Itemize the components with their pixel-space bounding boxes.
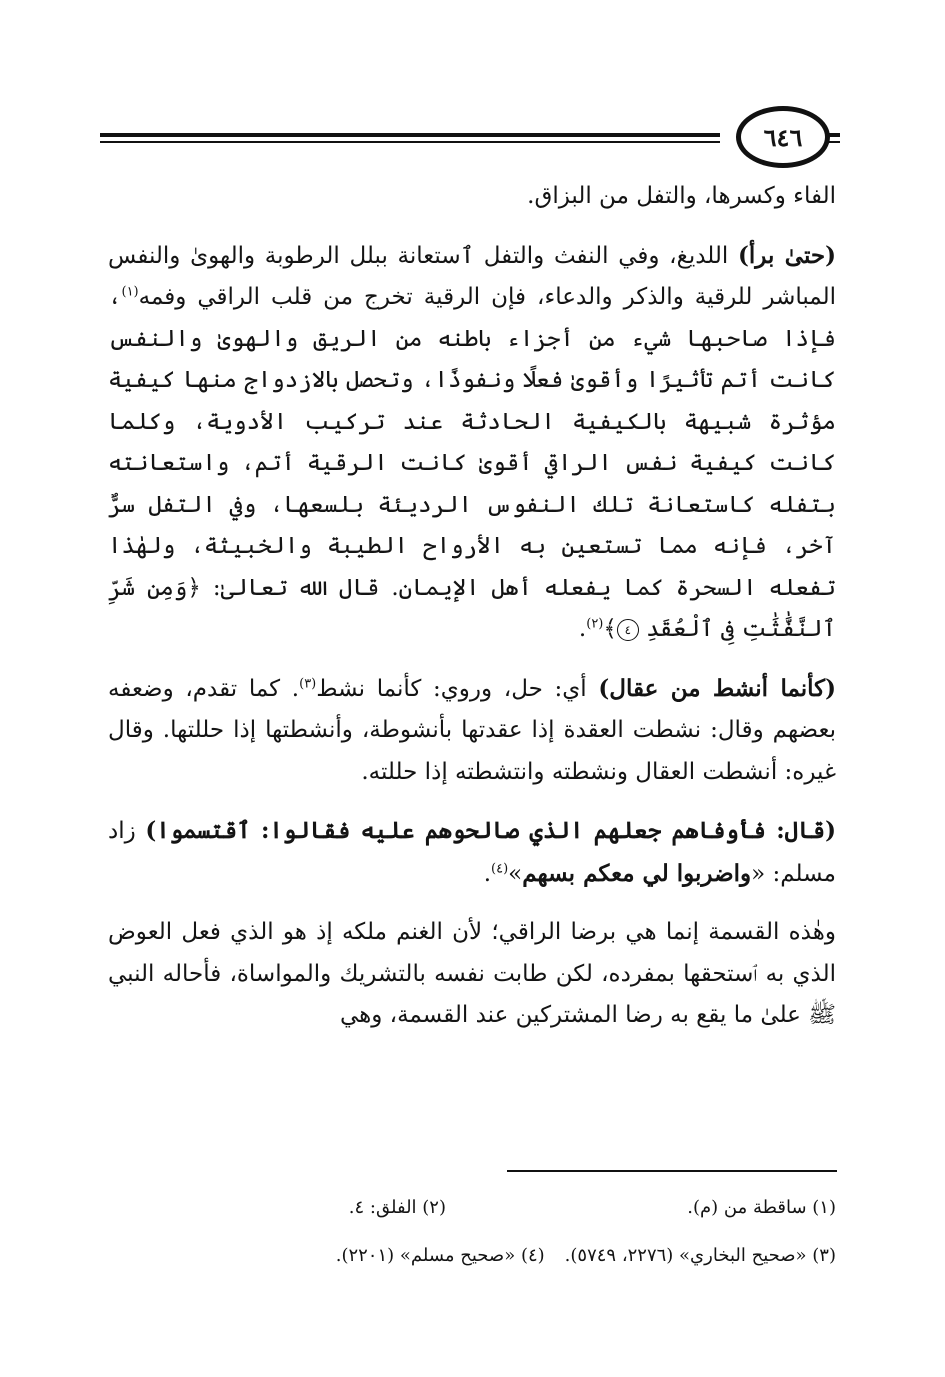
ayah-number-mark: ٤ (617, 619, 639, 641)
p2-end: . (578, 616, 587, 642)
paragraph-4 (108, 810, 836, 895)
lemma-qala-faawfahum: (قال: فأوفاهم جعلهم الذي صالحوهم عليه فقالوا: ٱقتسموا) (145, 817, 836, 844)
quran-close-bracket: ﴾ (603, 616, 617, 642)
p4-end: . (483, 860, 492, 887)
header-rule-thin (100, 141, 720, 143)
lemma-kaannama: (كأنما أنشط من عقال) (598, 674, 836, 702)
footnote-row-2 (108, 1232, 836, 1280)
footnote-ref-4[interactable]: (٤) (491, 860, 509, 876)
paragraph-2 (108, 235, 836, 651)
footnotes (108, 1184, 836, 1280)
quran-verse: ﴿وَمِن شَرِّ ٱلنَّفَّٰثَٰتِ فِى ٱلْعُقَدِ (108, 574, 836, 642)
p3-text-a: أي: حل، وروي: كأنما نشط (316, 675, 599, 702)
footnote-3: (٣) «صحيح البخاري» (٢٢٧٦، ٥٧٤٩). (564, 1245, 836, 1266)
footnote-4: (٤) «صحيح مسلم» (٢٢٠١). (335, 1245, 545, 1266)
p2-text-b: ، فإذا صاحبها شيء من أجزاء باطنه من الريق والهوىٰ والنفس كانت أتم تأثيرًا وأقوىٰ فعلًا ونفوذًا، وتحصل بالازدواج منها كيفية مؤثرة شبيهة بالكيفية الحادثة عند تركيب الأدوية، وكلما كانت كيفية نفس الراقي أقوىٰ كانت الرقية أتم، واستعانته بتفله كاستعانة تلك النفوس الرديئة بلسعها، وفي التفل سرٌّ آخر، فإنه مما تستعين به الأرواح الطيبة والخبيثة، ولهٰذا تفعله السحرة كما يفعله أهل الإيمان. قال الله تعالىٰ: (108, 284, 837, 601)
p4-text-b: » (508, 860, 523, 887)
paragraph-5: وهٰذه القسمة إنما هي برضا الراقي؛ لأن الغنم ملكه إذ هو الذي فعل العوض الذي به ٱستحقها بمفرده، لكن طابت نفسه بالتشريك والمواساة، فأحاله النبي ﷺ علىٰ ما يقع به رضا المشتركين عند القسمة، وهي (108, 919, 836, 1028)
footnote-row-1 (108, 1184, 836, 1232)
header-rule-thick (100, 133, 720, 137)
footnote-2: (٢) الفلق: ٤. (348, 1197, 446, 1218)
page-number: ٦٤٦ (736, 106, 830, 168)
footnote-ref-3[interactable]: (٣) (299, 675, 317, 691)
footnote-separator (507, 1170, 837, 1172)
p4-text-a: زاد مسلم: « (108, 818, 836, 887)
footnote-1: (١) ساقطة من (م). (687, 1197, 836, 1218)
p3-text-b: . كما تقدم، وضعفه بعضهم وقال: نشطت العقدة إذا عقدتها بأنشوطة، وأنشطتها إذا حللتها. وقال غيره: أنشطت العقال ونشطته وانتشطته إذا حللته. (108, 675, 836, 785)
lemma-hatta-bara: (حتىٰ برأ) (738, 241, 836, 269)
header-rule-right-thin (828, 141, 840, 143)
p2-text-a: اللديغ، وفي النفث والتفل ٱستعانة ببلل الرطوبة والهوىٰ والنفس المباشر للرقية والذكر والدعاء، فإن الرقية تخرج من قلب الراقي وفمه (108, 242, 836, 310)
footnote-ref-1[interactable]: (١) (121, 284, 139, 300)
paragraph-3 (108, 668, 836, 794)
footnote-ref-2[interactable]: (٢) (586, 616, 604, 632)
page-header (100, 100, 840, 170)
muslim-addition: واضربوا لي معكم بسهم (522, 859, 752, 887)
main-text (108, 176, 836, 1054)
paragraph-1: الفاء وكسرها، والتفل من البزاق. (527, 183, 836, 209)
